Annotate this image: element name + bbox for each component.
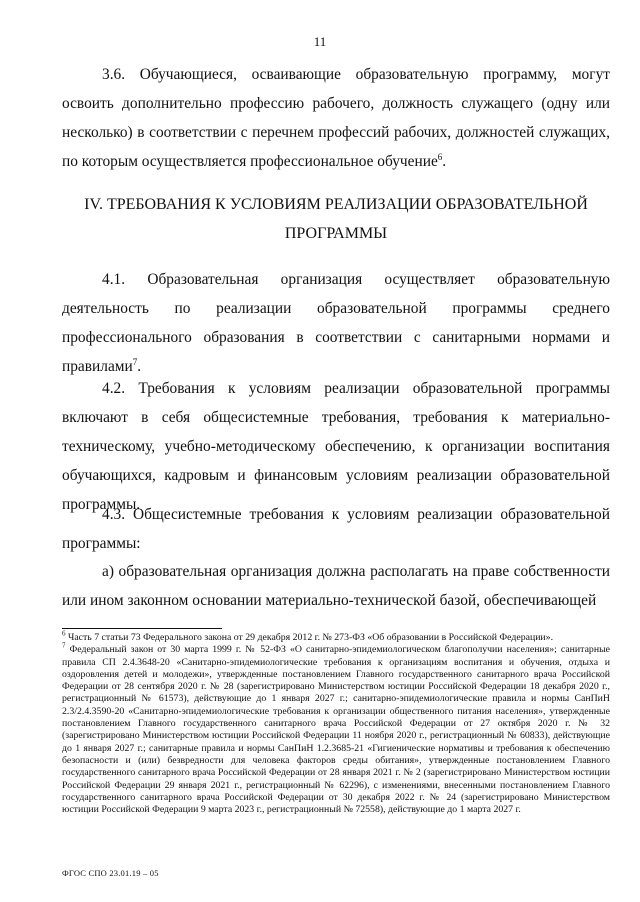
paragraph-3-6-end: . (442, 153, 447, 170)
paragraph-a (62, 557, 610, 615)
footnote-7-number: 7 (62, 642, 66, 651)
paragraph-a-text: а) образовательная организация должна располагать на праве собственности или ином законном основании материально-технической базой, обеспечивающей (62, 563, 610, 609)
footnote-7-text: Федеральный закон от 30 марта 1999 г. № 52-ФЗ «О санитарно-эпидемиологическом благополучии населения»; санитарные правила СП 2.4.3648-20 «Санитарно-эпидемиологические требования к организациям воспитания и обучения, отдыха и оздоровления детей и молодежи», утвержденные постановлением Главного государственного санитарного врача Российской Федерации от 28 сентября 2020 г. № 28 (зарегистрировано Министерством юстиции Российской Федерации 18 декабря 2020 г., регистрационный № 61573), действующие до 1 января 2027 г.; санитарно-эпидемиологические правила и нормы СанПиН 2.3/2.4.3590-20 «Санитарно-эпидемиологические требования к организации общественного питания населения», утвержденные постановлением Главного государственного санитарного врача Российской Федерации от 27 октября 2020 г. № 32 (зарегистрировано Министерством юстиции Российской Федерации 11 ноября 2020 г., регистрационный № 60833), действующие до 1 января 2027 г.; санитарные правила и нормы СанПиН 1.2.3685-21 «Гигиенические нормативы и требования к обеспечению безопасности и (или) безвредности для человека факторов среды обитания», утвержденные постановлением Главного государственного санитарного врача Российской Федерации от 28 января 2021 г. № 2 (зарегистрировано Министерством юстиции Российской Федерации 29 января 2021 г., регистрационный № 62296), с изменениями, внесенными постановлением Главного государственного санитарного врача Российской Федерации от 30 декабря 2022 г. № 24 (зарегистрировано Министерством юстиции Российской Федерации 9 марта 2023 г., регистрационный № 72558), действующие до 1 марта 2027 г. (62, 644, 610, 816)
page-number: 11 (313, 34, 327, 49)
footnote-6 (62, 629, 610, 644)
paragraph-4-3 (62, 500, 610, 558)
footnote-divider (62, 628, 222, 629)
footnote-ref-7: 7 (132, 356, 138, 367)
paragraph-4-2-text: 4.2. Требования к условиям реализации образовательной программы включают в себя общесистемные требования, требования к материально-техническому, учебно-методическому обеспечению, к организации воспитания обучающихся, кадровым и финансовым условиям реализации образовательной программы. (62, 380, 610, 513)
paragraph-4-1-end: . (137, 358, 142, 375)
paragraph-4-1-text (62, 265, 610, 381)
footnote-6-text: Часть 7 статьи 73 Федерального закона от 29 декабря 2012 г. № 273-ФЗ «Об образовании в Российской Федерации». (65, 632, 554, 643)
paragraph-4-3-text: 4.3. Общесистемные требования к условиям реализации образовательной программы: (62, 506, 610, 552)
footnotes (62, 629, 610, 816)
paragraph-4-2 (62, 374, 610, 519)
paragraph-3-6-body: 3.6. Обучающиеся, осваивающие образовательную программу, могут освоить дополнительно профессию рабочего, должность служащего (одну или несколько) в соответствии с перечнем профессий рабочих, должностей служащих, по которым осуществляется профессиональное обучение (62, 66, 610, 170)
footnote-ref-6: 6 (437, 151, 443, 162)
paragraph-3-6-text (62, 60, 610, 176)
footnote-7 (62, 644, 610, 816)
footnote-6-number: 6 (62, 629, 66, 638)
paragraph-3-6 (62, 60, 610, 176)
paragraph-4-1-body: 4.1. Образовательная организация осуществляет образовательную деятельность по реализации образовательной программы среднего профессионального образования в соответствии с санитарными нормами и правилами (62, 271, 610, 375)
section-heading: IV. ТРЕБОВАНИЯ К УСЛОВИЯМ РЕАЛИЗАЦИИ ОБРАЗОВАТЕЛЬНОЙ ПРОГРАММЫ (84, 196, 588, 242)
paragraph-4-1 (62, 265, 610, 381)
document-code-footer: ФГОС СПО 23.01.19 – 05 (62, 868, 159, 878)
